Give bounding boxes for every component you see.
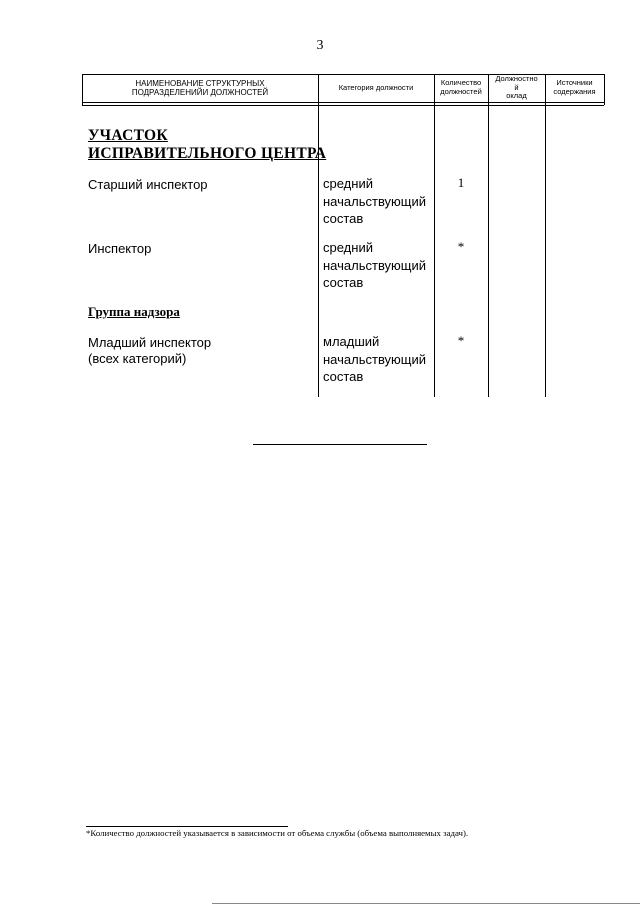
position-name: Инспектор — [88, 241, 152, 256]
group-title: Группа надзора — [88, 304, 180, 319]
footnote: *Количество должностей указывается в зависимости от объема службы (объема выполняемых задач). — [86, 828, 469, 838]
position-name: Младший инспектор (всех категорий) — [88, 335, 212, 366]
column-divider — [488, 105, 489, 397]
header-bottom-border-double — [82, 105, 604, 106]
header-count: Количество должностей — [440, 78, 482, 96]
column-divider — [545, 105, 546, 397]
position-count: 1 — [457, 175, 465, 190]
position-count: * — [457, 239, 465, 254]
header-divider — [604, 74, 605, 105]
page-number: 3 — [316, 38, 324, 53]
position-count: * — [457, 333, 465, 348]
section-title: УЧАСТОК ИСПРАВИТЕЛЬНОГО ЦЕНТРА — [88, 127, 327, 162]
separator-line — [253, 444, 427, 445]
scan-edge-line — [212, 903, 640, 904]
header-funding: Источники содержания — [553, 78, 596, 96]
footnote-rule — [86, 826, 288, 827]
header-category: Категория должности — [338, 82, 414, 92]
position-category: младший начальствующий состав — [323, 334, 427, 384]
header-salary: Должностно й оклад — [495, 74, 538, 101]
header-name: НАИМЕНОВАНИЕ СТРУКТУРНЫХ ПОДРАЗДЕЛЕНИЙИ ДОЛЖНОСТЕЙ — [131, 78, 269, 97]
position-category: средний начальствующий состав — [323, 240, 427, 290]
position-name: Старший инспектор — [88, 177, 208, 192]
position-category: средний начальствующий состав — [323, 176, 427, 226]
header-bottom-border — [82, 102, 604, 103]
